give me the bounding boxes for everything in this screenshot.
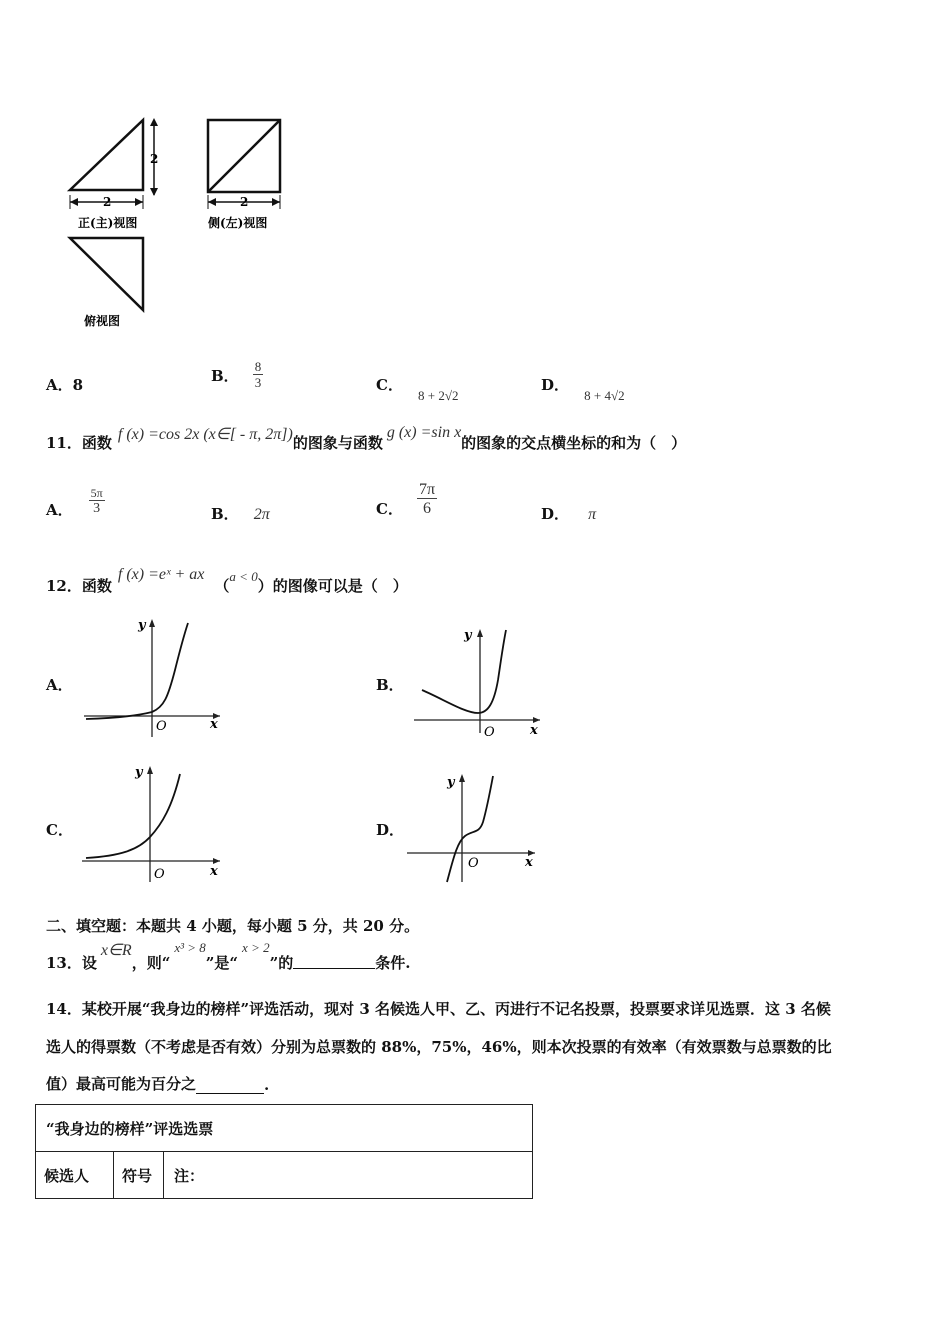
q12-option-d-label[interactable]: D． <box>376 821 405 839</box>
q14-line-2: 选人的得票数（不考虑是否有效）分别为总票数的 88%，75%，46%，则本次投票的有效率（有效票数与总票数的比 <box>46 1038 832 1056</box>
question-number: 11． <box>46 434 82 452</box>
y-axis-label: y <box>464 628 472 643</box>
side-view-label: 侧(左)视图 <box>208 216 268 230</box>
dim-front-width: 2 <box>103 195 112 209</box>
q10-option-b[interactable] <box>211 360 263 391</box>
y-axis-label: y <box>447 775 455 790</box>
ballot-title: “我身边的榜样”评选选票 <box>36 1105 533 1152</box>
three-view-figure <box>60 110 300 335</box>
q11-stem <box>46 424 686 453</box>
q12-graph-c[interactable] <box>80 762 225 884</box>
q11-prefix: 函数 <box>81 434 112 452</box>
ballot-col-note: 注： <box>164 1152 533 1199</box>
option-label: A． <box>46 376 73 394</box>
q13-stem <box>46 940 410 973</box>
top-view-triangle <box>70 238 143 310</box>
q14-line-1: 14．某校开展“我身边的榜样”评选活动，现对 3 名候选人甲、乙、丙进行不记名投票，投票要求详见选票．这 3 名候 <box>46 1000 831 1018</box>
question-number: 13．设 <box>46 954 97 972</box>
q12-option-c-label[interactable]: C． <box>46 821 73 839</box>
q13-text-1: ，则“ <box>131 954 171 972</box>
y-axis-label: y <box>135 765 143 780</box>
option-value: π <box>588 506 597 523</box>
q11-suffix: 的图象的交点横坐标的和为（ ） <box>461 434 687 452</box>
q14-line-3 <box>46 1073 269 1094</box>
q10-option-d[interactable] <box>541 374 625 403</box>
origin-label: O <box>484 725 495 740</box>
q11-g-expression: g (x) =sin x <box>386 424 462 441</box>
option-label: D． <box>541 376 570 394</box>
option-label: C． <box>376 376 403 394</box>
question-number: 12． <box>46 577 82 595</box>
option-label: B． <box>211 505 239 523</box>
option-label: B． <box>211 366 239 385</box>
q13-answer-blank[interactable] <box>293 940 375 969</box>
q12-stem <box>46 566 408 596</box>
q11-option-b[interactable] <box>211 503 270 524</box>
q13-text-3: ”的 <box>269 954 294 972</box>
q10-option-c[interactable] <box>376 374 459 403</box>
x-axis-label: x <box>210 717 218 732</box>
denominator: 6 <box>422 500 431 518</box>
x-axis-label: x <box>525 855 533 870</box>
ballot-col-candidate: 候选人 <box>36 1152 114 1199</box>
x-axis-label: x <box>210 864 218 879</box>
ballot-col-symbol: 符号 <box>114 1152 164 1199</box>
q13-condition: x∈R <box>100 942 132 959</box>
option-label: D． <box>541 505 570 523</box>
section2-title: 二、填空题：本题共 4 小题，每小题 5 分，共 20 分。 <box>46 917 420 935</box>
q13-text-2: ”是“ <box>205 954 239 972</box>
q12-condition: a < 0 <box>229 569 258 584</box>
front-view-triangle <box>70 120 143 190</box>
x-axis-label: x <box>530 723 538 738</box>
numerator: 5π <box>90 486 103 500</box>
denominator: 3 <box>93 501 101 517</box>
q14-answer-blank[interactable] <box>196 1075 264 1094</box>
fraction <box>253 360 264 391</box>
top-view-label: 俯视图 <box>84 314 121 328</box>
q12-prefix: 函数 <box>81 577 112 595</box>
q12-cond-open: （ <box>214 577 230 595</box>
origin-label: O <box>156 719 167 734</box>
q14-line-3-text: 值）最高可能为百分之 <box>46 1075 197 1093</box>
q13-statement-b: x > 2 <box>242 940 270 955</box>
q13-text-4: 条件. <box>375 954 411 972</box>
fraction <box>417 481 437 519</box>
q12-graph-d[interactable] <box>405 770 540 885</box>
fraction <box>89 487 105 518</box>
denominator: 3 <box>254 375 262 391</box>
option-label: C． <box>376 500 403 518</box>
option-value: 8 + 2√2 <box>418 388 459 403</box>
dim-side-width: 2 <box>240 195 249 209</box>
q11-f-expression: f (x) =cos 2x (x∈[ - π, 2π]) <box>117 426 293 443</box>
q12-graph-a[interactable] <box>80 615 225 740</box>
q12-expression: f (x) =eˣ + ax <box>117 566 205 583</box>
q11-option-c[interactable] <box>376 480 437 519</box>
q12-option-a-label[interactable]: A． <box>46 676 73 694</box>
option-value: 8 <box>72 376 84 394</box>
y-axis-label: y <box>138 618 146 633</box>
origin-label: O <box>154 867 165 882</box>
numerator: 7π <box>418 480 436 498</box>
front-view-label: 正(主)视图 <box>78 216 138 230</box>
option-value: 2π <box>253 506 270 523</box>
q12-option-b-label[interactable]: B． <box>376 676 404 694</box>
q11-option-d[interactable] <box>541 503 596 524</box>
numerator: 8 <box>254 359 262 374</box>
q10-option-a[interactable] <box>46 374 83 395</box>
q12-suffix: ）的图像可以是（ ） <box>257 577 408 595</box>
q11-option-a[interactable] <box>46 485 105 520</box>
q13-statement-a: x³ > 8 <box>174 940 206 955</box>
q11-middle: 的图象与函数 <box>292 434 383 452</box>
dim-front-height: 2 <box>150 152 159 166</box>
q14-line-3-end: . <box>264 1076 270 1094</box>
option-value: 8 + 4√2 <box>584 388 625 403</box>
q12-graph-b[interactable] <box>410 625 545 740</box>
option-label: A． <box>46 501 73 519</box>
origin-label: O <box>468 856 479 871</box>
ballot-table <box>35 1104 533 1199</box>
